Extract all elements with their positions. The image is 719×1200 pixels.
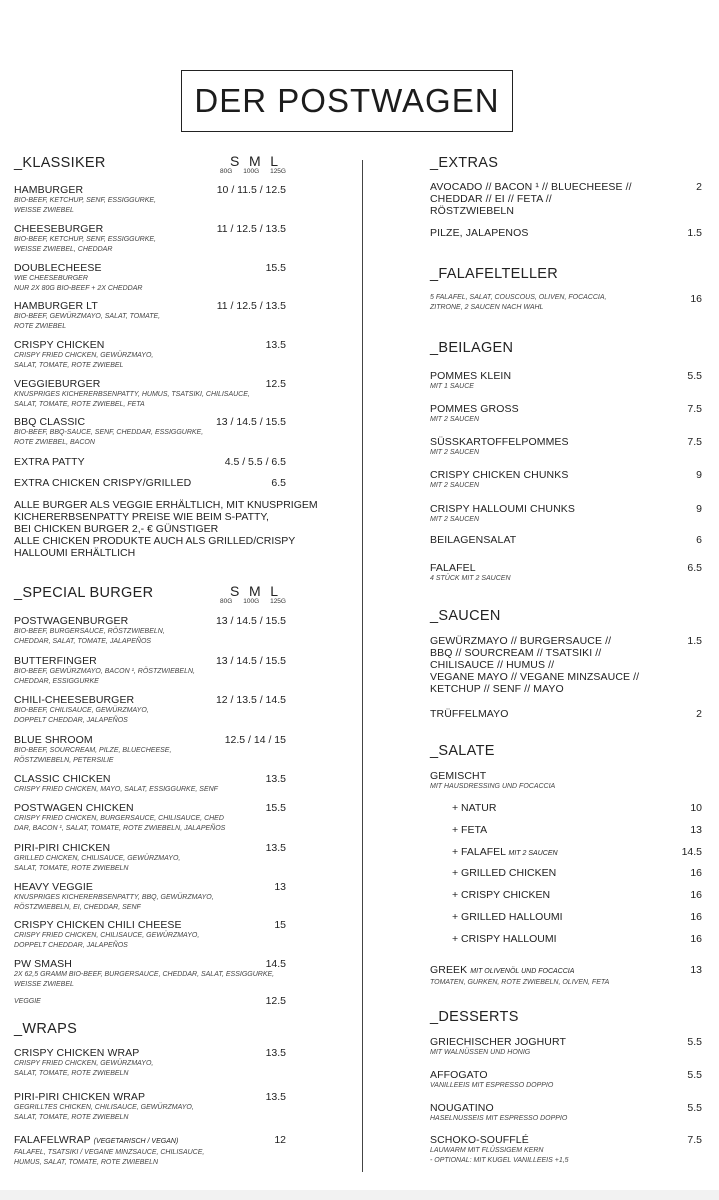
note-line: ALLE CHICKEN PRODUKTE AUCH ALS GRILLED/CRISPY — [14, 535, 296, 547]
item-price: 6 — [696, 534, 702, 546]
item-price: 13.5 — [265, 1091, 286, 1103]
grams-m: 100G — [243, 598, 260, 605]
item-desc: CRISPY FRIED CHICKEN, BURGERSAUCE, CHILISAUCE, CHED — [14, 815, 224, 822]
section-title: _WRAPS — [14, 1021, 78, 1037]
menu-item — [14, 1134, 286, 1168]
item-desc: ROTE ZWIEBEL — [14, 323, 67, 330]
item-name: AFFOGATO — [430, 1069, 488, 1081]
menu-item — [14, 958, 286, 990]
item-desc: ZITRONE, 2 SAUCEN NACH WAHL — [430, 304, 544, 311]
item-name-line: BBQ // SOURCREAM // TSATSIKI // — [430, 647, 602, 659]
menu-item — [14, 300, 286, 332]
item-desc: 4 STÜCK MIT 2 SAUCEN — [430, 575, 511, 582]
item-name: CRISPY HALLOUMI CHUNKS — [430, 503, 575, 515]
section-title: _KLASSIKER — [14, 155, 106, 171]
menu-item — [430, 1102, 702, 1124]
grams-l: 125G — [270, 168, 286, 175]
item-name: CHILI-CHEESEBURGER — [14, 694, 135, 706]
item-desc: FALAFEL, TSATSIKI / VEGANE MINZSAUCE, CHILISAUCE, — [14, 1149, 205, 1156]
section-title: _SALATE — [430, 743, 495, 759]
item-price: 13.5 — [265, 773, 286, 785]
item-name: GRIECHISCHER JOGHURT — [430, 1036, 566, 1048]
item-price: 12 / 13.5 / 14.5 — [215, 694, 286, 706]
section-beilagen — [430, 340, 702, 356]
item-price: 13.5 — [265, 842, 286, 854]
item-inline-desc: MIT 2 SAUCEN — [508, 850, 558, 857]
section-special-burger — [14, 583, 286, 605]
item-name: PIRI-PIRI CHICKEN — [14, 842, 111, 854]
menu-item — [430, 534, 702, 546]
item-desc: 2X 62,5 GRAMM BIO-BEEF, BURGERSAUCE, CHEDDAR, SALAT, ESSIGGURKE, — [14, 971, 275, 978]
menu-item — [430, 403, 702, 425]
item-price: 16 — [690, 911, 702, 923]
item-name: CRISPY CHICKEN — [14, 339, 105, 351]
section-salate — [430, 743, 702, 759]
item-price: 9 — [696, 469, 702, 481]
item-name: VEGGIEBURGER — [14, 378, 101, 390]
item-desc: CRISPY FRIED CHICKEN, GEWÜRZMAYO, — [14, 352, 154, 359]
item-price: 1.5 — [687, 635, 702, 647]
item-price: 5.5 — [687, 1069, 702, 1081]
menu-item — [14, 694, 286, 726]
item-name: CLASSIC CHICKEN — [14, 773, 111, 785]
item-desc: VANILLEEIS MIT ESPRESSO DOPPIO — [430, 1082, 554, 1089]
size-m: M — [248, 583, 261, 599]
klassiker-note — [14, 499, 324, 559]
item-name-line: PILZE, JALAPENOS — [430, 227, 529, 239]
item-price: 12.5 / 14 / 15 — [224, 734, 286, 746]
item-price: 13.5 — [265, 339, 286, 351]
item-desc: WEISSE ZWIEBEL, CHEDDAR — [14, 246, 113, 253]
item-desc: SALAT, TOMATE, ROTE ZWIEBELN — [14, 1114, 129, 1121]
item-name-line: KETCHUP // SENF // MAYO — [430, 683, 564, 695]
item-price: 12 — [274, 1134, 286, 1146]
item-desc: NUR 2X 80G BIO-BEEF + 2X CHEDDAR — [14, 285, 143, 292]
item-price: 7.5 — [687, 1134, 702, 1146]
menu-item — [430, 503, 702, 525]
salad-option-name: + CRISPY CHICKEN — [452, 889, 551, 901]
section-title: _EXTRAS — [430, 155, 499, 171]
grams-s: 80G — [220, 168, 233, 175]
item-price: 9 — [696, 503, 702, 515]
item-desc: BIO-BEEF, KETCHUP, SENF, ESSIGGURKE, — [14, 197, 156, 204]
item-name: PW SMASH — [14, 958, 72, 970]
section-falafelteller — [430, 266, 702, 282]
item-desc: ROTE ZWIEBEL, BACON — [14, 439, 95, 446]
item-name: SÜSSKARTOFFELPOMMES — [430, 436, 569, 448]
item-name-line: TRÜFFELMAYO — [430, 708, 509, 720]
size-m: M — [248, 153, 261, 169]
section-wraps — [14, 1021, 286, 1037]
menu-item — [14, 1047, 286, 1079]
menu-item-gemischt — [430, 770, 702, 792]
item-desc: MIT 2 SAUCEN — [430, 482, 480, 489]
item-name-text: FALAFELWRAP — [14, 1134, 91, 1146]
item-price: 6.5 — [271, 477, 286, 489]
item-desc: CRISPY FRIED CHICKEN, CHILISAUCE, GEWÜRZMAYO, — [14, 932, 200, 939]
restaurant-title: DER POSTWAGEN — [194, 82, 500, 119]
menu-item — [14, 477, 286, 489]
salad-option-name: + NATUR — [452, 802, 497, 814]
section-title: _BEILAGEN — [430, 340, 514, 356]
item-name: CHEESEBURGER — [14, 223, 104, 235]
item-price: 4.5 / 5.5 / 6.5 — [224, 456, 286, 468]
item-price: 13 / 14.5 / 15.5 — [215, 416, 286, 428]
section-klassiker — [14, 153, 286, 175]
item-desc: CRISPY FRIED CHICKEN, GEWÜRZMAYO, — [14, 1060, 154, 1067]
item-name: CRISPY CHICKEN CHUNKS — [430, 469, 569, 481]
section-saucen — [430, 608, 702, 624]
menu-item — [14, 223, 286, 255]
menu-item-veggie — [14, 995, 286, 1007]
menu-item — [14, 262, 286, 294]
grams-m: 100G — [243, 168, 260, 175]
item-desc: WIE CHEESEBURGER — [14, 275, 88, 282]
menu-item — [14, 881, 286, 913]
item-desc: RÖSTZWIEBELN, EI, CHEDDAR, SENF — [14, 904, 141, 911]
item-name: BEILAGENSALAT — [430, 534, 517, 546]
menu-item — [14, 655, 286, 687]
item-desc: MIT 2 SAUCEN — [430, 416, 480, 423]
salad-option-name: + FETA — [452, 824, 488, 836]
item-desc: SALAT, TOMATE, ROTE ZWIEBEL, FETA — [14, 401, 145, 408]
item-desc: 5 FALAFEL, SALAT, COUSCOUS, OLIVEN, FOCACCIA, — [430, 294, 607, 301]
note-line: KICHERERBSENPATTY PREISE WIE BEIM S-PATTY, — [14, 511, 269, 523]
menu-item — [430, 635, 702, 695]
item-price: 6.5 — [687, 562, 702, 574]
bottom-bar — [0, 1190, 719, 1200]
item-desc: WEISSE ZWIEBEL — [14, 207, 74, 214]
menu-item — [430, 436, 702, 458]
item-desc: MIT WALNÜSSEN UND HONIG — [430, 1049, 531, 1056]
grams-l: 125G — [270, 598, 286, 605]
item-price: 15.5 — [265, 802, 286, 814]
item-name-line: CHILISAUCE // HUMUS // — [430, 659, 555, 671]
item-desc: TOMATEN, GURKEN, ROTE ZWIEBELN, OLIVEN, FETA — [430, 979, 610, 986]
item-name: PIRI-PIRI CHICKEN WRAP — [14, 1091, 146, 1103]
item-desc: DOPPELT CHEDDAR, JALAPEÑOS — [14, 717, 128, 724]
item-price: 7.5 — [687, 436, 702, 448]
section-desserts — [430, 1009, 702, 1025]
item-desc: MIT 2 SAUCEN — [430, 449, 480, 456]
item-price: 13 — [690, 964, 702, 976]
menu-item — [14, 615, 286, 647]
item-price: 14.5 — [681, 846, 702, 858]
item-desc: BIO-BEEF, KETCHUP, SENF, ESSIGGURKE, — [14, 236, 156, 243]
item-desc: BIO-BEEF, GEWÜRZMAYO, SALAT, TOMATE, — [14, 313, 161, 320]
item-name: EXTRA PATTY — [14, 456, 85, 468]
item-desc: MIT HAUSDRESSING UND FOCACCIA — [430, 783, 556, 790]
menu-item — [430, 469, 702, 491]
menu-item — [430, 1069, 702, 1091]
menu-item — [14, 339, 286, 371]
item-desc: - OPTIONAL: MIT KUGEL VANILLEEIS +1,5 — [430, 1157, 569, 1164]
item-desc: BIO-BEEF, GEWÜRZMAYO, BACON ¹, RÖSTZWIEBELN, — [14, 668, 195, 675]
salad-option-text: + FALAFEL — [452, 846, 506, 858]
item-name-line: GEWÜRZMAYO // BURGERSAUCE // — [430, 635, 612, 647]
salad-option-name: + CRISPY HALLOUMI — [452, 933, 557, 945]
item-name: SCHOKO-SOUFFLÉ — [430, 1134, 529, 1146]
item-price: 5.5 — [687, 1102, 702, 1114]
item-price: 16 — [690, 867, 702, 879]
item-desc: BIO-BEEF, BBQ-SAUCE, SENF, CHEDDAR, ESSIGGURKE, — [14, 429, 204, 436]
item-name: POSTWAGEN CHICKEN — [14, 802, 134, 814]
item-price: 10 — [690, 802, 702, 814]
item-desc: LAUWARM MIT FLÜSSIGEM KERN — [430, 1147, 544, 1154]
item-price: 1.5 — [687, 227, 702, 239]
section-title: _DESSERTS — [430, 1009, 519, 1025]
menu-item — [14, 734, 286, 766]
size-l: L — [270, 153, 278, 169]
grams-s: 80G — [220, 598, 233, 605]
restaurant-title-box — [181, 70, 513, 132]
item-name: BLUE SHROOM — [14, 734, 93, 746]
menu-item — [14, 773, 286, 795]
menu-item — [14, 184, 286, 216]
item-price: 5.5 — [687, 370, 702, 382]
item-inline-desc: (VEGETARISCH / VEGAN) — [93, 1138, 179, 1145]
item-price: 16 — [690, 889, 702, 901]
item-desc: CHEDDAR, SALAT, TOMATE, JALAPEÑOS — [14, 638, 152, 645]
item-price: 11 / 12.5 / 13.5 — [216, 300, 286, 312]
item-desc: BIO-BEEF, SOURCREAM, PILZE, BLUECHEESE, — [14, 747, 172, 754]
size-s: S — [230, 583, 240, 599]
menu-item — [430, 562, 702, 584]
item-desc: DAR, BACON ¹, SALAT, TOMATE, ROTE ZWIEBELN, JALAPEÑOS — [14, 825, 226, 832]
salad-option-name: + GRILLED HALLOUMI — [452, 911, 563, 923]
size-header — [220, 153, 286, 175]
item-name: HEAVY VEGGIE — [14, 881, 94, 893]
note-line: ALLE BURGER ALS VEGGIE ERHÄLTLICH, MIT KNUSPRIGEM — [14, 499, 318, 511]
column-divider — [362, 160, 363, 1172]
item-name — [14, 1134, 286, 1148]
menu-item — [14, 456, 286, 468]
item-name: POMMES KLEIN — [430, 370, 512, 382]
item-desc: BIO-BEEF, CHILISAUCE, GEWÜRZMAYO, — [14, 707, 149, 714]
salad-option-name — [452, 846, 558, 858]
item-name: NOUGATINO — [430, 1102, 494, 1114]
item-desc: SALAT, TOMATE, ROTE ZWIEBELN — [14, 865, 129, 872]
menu-item — [14, 802, 286, 834]
menu-item — [430, 293, 702, 313]
item-desc: CHEDDAR, ESSIGGURKE — [14, 678, 99, 685]
item-price: 13 / 14.5 / 15.5 — [215, 655, 286, 667]
item-name-line: CHEDDAR // EI // FETA // — [430, 193, 552, 205]
item-price: 2 — [696, 708, 702, 720]
item-desc: HUMUS, SALAT, TOMATE, ROTE ZWIEBELN — [14, 1159, 159, 1166]
item-desc: KNUSPRIGES KICHERERBSENPATTY, HUMUS, TSATSIKI, CHILISAUCE, — [14, 391, 250, 398]
item-price: 16 — [690, 933, 702, 945]
note-line: BEI CHICKEN BURGER 2,- € GÜNSTIGER — [14, 523, 219, 535]
item-desc: KNUSPRIGES KICHERERBSENPATTY, BBQ, GEWÜRZMAYO, — [14, 894, 214, 901]
item-name-text: GREEK — [430, 964, 468, 976]
item-price: 14.5 — [265, 958, 286, 970]
menu-item — [14, 378, 286, 410]
item-name: BUTTERFINGER — [14, 655, 97, 667]
item-inline-desc: MIT OLIVENÖL UND FOCACCIA — [470, 968, 575, 975]
item-desc: BIO-BEEF, BURGERSAUCE, RÖSTZWIEBELN, — [14, 628, 165, 635]
item-desc: MIT 1 SAUCE — [430, 383, 474, 390]
item-desc: DOPPELT CHEDDAR, JALAPEÑOS — [14, 942, 128, 949]
item-name: CRISPY CHICKEN CHILI CHEESE — [14, 919, 182, 931]
size-s: S — [230, 153, 240, 169]
menu-item — [14, 842, 286, 874]
item-name: HAMBURGER LT — [14, 300, 98, 312]
item-price: 15 — [274, 919, 286, 931]
note-line: HALLOUMI ERHÄLTLICH — [14, 547, 136, 559]
menu-item — [14, 1091, 286, 1123]
item-desc: VEGGIE — [14, 998, 41, 1005]
item-name: CRISPY CHICKEN WRAP — [14, 1047, 140, 1059]
item-desc: WEISSE ZWIEBEL — [14, 981, 74, 988]
item-price: 10 / 11.5 / 12.5 — [216, 184, 286, 196]
item-name — [430, 964, 702, 978]
size-header — [220, 583, 286, 605]
item-name-line: VEGANE MAYO // VEGANE MINZSAUCE // — [430, 671, 640, 683]
item-desc: MIT 2 SAUCEN — [430, 516, 480, 523]
item-price: 12.5 — [265, 995, 286, 1007]
item-name-line: RÖSTZWIEBELN — [430, 205, 515, 217]
item-price: 13.5 — [265, 1047, 286, 1059]
item-name: FALAFEL — [430, 562, 476, 574]
menu-item — [430, 227, 702, 239]
item-name: HAMBURGER — [14, 184, 84, 196]
item-price: 13 — [274, 881, 286, 893]
item-name: DOUBLECHEESE — [14, 262, 102, 274]
salad-option-name: + GRILLED CHICKEN — [452, 867, 557, 879]
menu-item — [430, 708, 702, 720]
item-price: 11 / 12.5 / 13.5 — [216, 223, 286, 235]
item-name: GEMISCHT — [430, 770, 487, 782]
item-price: 16 — [690, 293, 702, 305]
item-name: BBQ CLASSIC — [14, 416, 86, 428]
menu-item-greek — [430, 964, 702, 988]
item-desc: RÖSTZWIEBELN, PETERSILIE — [14, 757, 114, 764]
item-desc: HASELNUSSEIS MIT ESPRESSO DOPPIO — [430, 1115, 568, 1122]
section-title: _SAUCEN — [430, 608, 501, 624]
size-l: L — [270, 583, 278, 599]
menu-item — [430, 181, 702, 217]
section-title: _FALAFELTELLER — [430, 266, 559, 282]
item-price: 15.5 — [265, 262, 286, 274]
menu-item — [430, 1134, 702, 1166]
menu-item — [430, 370, 702, 392]
item-price: 12.5 — [265, 378, 286, 390]
section-title: _SPECIAL BURGER — [14, 585, 154, 601]
item-name: POSTWAGENBURGER — [14, 615, 129, 627]
item-price: 7.5 — [687, 403, 702, 415]
menu-item — [14, 416, 286, 448]
section-extras — [430, 155, 702, 171]
item-desc: GEGRILLTES CHICKEN, CHILISAUCE, GEWÜRZMAYO, — [14, 1104, 194, 1111]
item-price: 2 — [696, 181, 702, 193]
item-price: 13 / 14.5 / 15.5 — [215, 615, 286, 627]
item-name: EXTRA CHICKEN CRISPY/GRILLED — [14, 477, 192, 489]
item-desc: SALAT, TOMATE, ROTE ZWIEBELN — [14, 1070, 129, 1077]
menu-item — [430, 1036, 702, 1058]
item-price: 5.5 — [687, 1036, 702, 1048]
item-price: 13 — [690, 824, 702, 836]
menu-item — [14, 919, 286, 951]
item-desc: CRISPY FRIED CHICKEN, MAYO, SALAT, ESSIGGURKE, SENF — [14, 786, 218, 793]
item-name-line: AVOCADO // BACON ¹ // BLUECHEESE // — [430, 181, 632, 193]
item-name: POMMES GROSS — [430, 403, 519, 415]
item-desc: GRILLED CHICKEN, CHILISAUCE, GEWÜRZMAYO, — [14, 855, 181, 862]
item-desc: SALAT, TOMATE, ROTE ZWIEBEL — [14, 362, 124, 369]
